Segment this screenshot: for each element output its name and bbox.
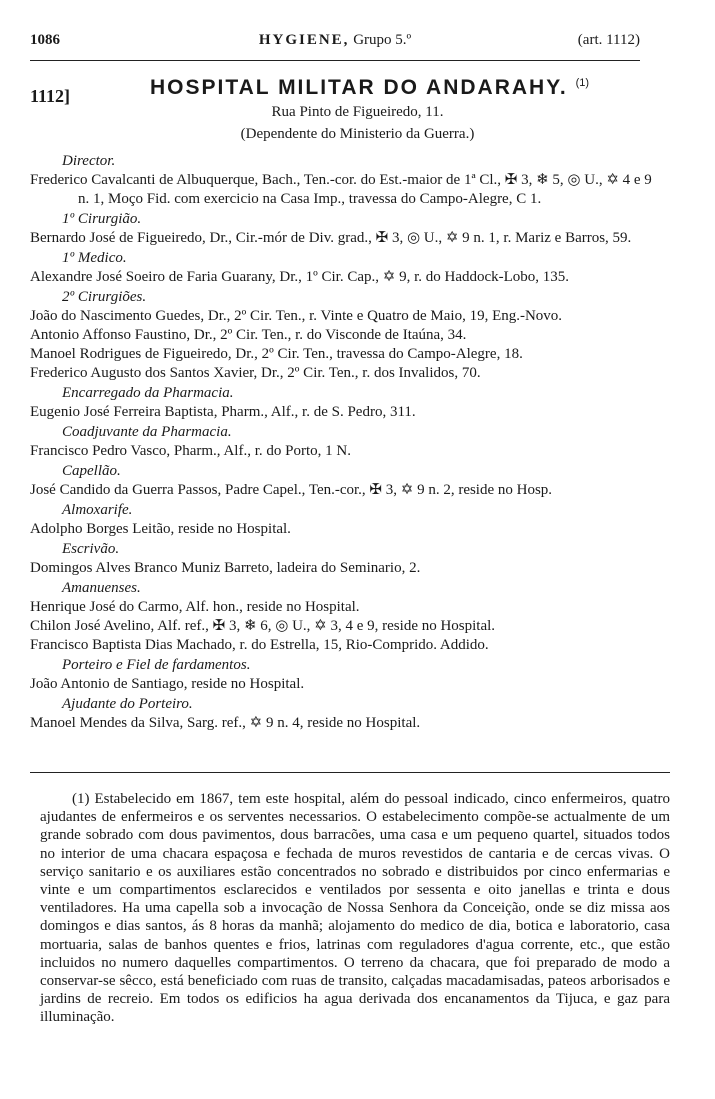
footnote-rule (30, 772, 670, 773)
footnote-mark: (1) (575, 77, 590, 89)
staff-entry: João Antonio de Santiago, reside no Hospital. (30, 676, 305, 692)
staff-entry: Bernardo José de Figueiredo, Dr., Cir.-mór de Div. grad., ✠ 3, ◎ U., ✡ 9 n. 1, r. Mariz e Barros, 59. (30, 230, 632, 246)
role-heading: 1º Medico. (62, 250, 127, 266)
entry-number: 1112] (30, 86, 71, 106)
staff-entry: João do Nascimento Guedes, Dr., 2º Cir. Ten., r. Vinte e Quatro de Maio, 19, Eng.-Novo. (30, 308, 563, 324)
hospital-address: Rua Pinto de Figueiredo, 11. (271, 104, 444, 120)
staff-entry: Francisco Pedro Vasco, Pharm., Alf., r. do Porto, 1 N. (30, 443, 351, 459)
hospital-title (150, 76, 589, 100)
header-rule (30, 60, 640, 61)
staff-entry: Henrique José do Carmo, Alf. hon., reside no Hospital. (30, 599, 360, 615)
staff-entry: Frederico Cavalcanti de Albuquerque, Bach., Ten.-cor. do Est.-maior de 1ª Cl., ✠ 3, ❄ 5, ◎ U., ✡ 4 e 9 n. 1, Moço Fid. com exercicio na Casa Imp., travessa do Campo-Alegre, C 1. (30, 172, 652, 207)
staff-entry: Alexandre José Soeiro de Faria Guarany, Dr., 1º Cir. Cap., ✡ 9, r. do Haddock-Lobo, 135. (30, 269, 570, 285)
article-reference: (art. 1112) (577, 32, 640, 48)
role-heading: Amanuenses. (62, 580, 141, 596)
footnote-text: (1) Estabelecido em 1867, tem este hospital, além do pessoal indicado, cinco enfermeiros, quatro ajudantes de enfermeiros e os serventes necessarios. O estabelecimento compõe-se actualmente de um grande sobrado com dous pavimentos, dous barracões, uma casa e um pequeno quartel, situados todos no interior de uma chacara espaçosa e fechada de muros revestidos de cantaria e de cercas vivas. O serviço sanitario e os auxiliares estão concentrados no sobrado e distribuidos por cinco enfermarias e vinte e um compartimentos esclarecidos e ventilados por sessenta e oito janellas e trinta e dous ventiladores. Ha uma capella sob a invocação de Nossa Senhora da Conceição, onde se diz missa aos domingos e dias santos, ás 8 horas da manhã; alojamento do medico de dia, botica e laboratorio, casa mortuaria, salas de banhos quentes e frios, latrinas com reguladores d'agua corrente, etc., que estão incluidos no numero daquelles compartimentos. O terreno da chacara, que foi preparado de modo a conservar-se sêcco, está beneficiado com ruas de transito, calçadas macadamisadas, pateos arborisados e jardins de recreio. Em todos os edificios ha agua derivada dos encanamentos da Tijuca, e gaz para illuminação. (40, 791, 670, 1026)
role-heading: Coadjuvante da Pharmacia. (62, 424, 232, 440)
role-heading: Porteiro e Fiel de fardamentos. (62, 657, 251, 673)
staff-entry: Manoel Mendes da Silva, Sarg. ref., ✡ 9 n. 4, reside no Hospital. (30, 715, 421, 731)
staff-entry: Chilon José Avelino, Alf. ref., ✠ 3, ❄ 6, ◎ U., ✡ 3, 4 e 9, reside no Hospital. (30, 618, 496, 634)
role-heading: 1º Cirurgião. (62, 211, 142, 227)
hospital-name: HOSPITAL MILITAR DO ANDARAHY. (150, 76, 568, 99)
group-label: Grupo 5.º (353, 32, 412, 48)
staff-entry: Frederico Augusto dos Santos Xavier, Dr., 2º Cir. Ten., r. dos Invalidos, 70. (30, 365, 481, 381)
section-name: HYGIENE, (258, 32, 350, 48)
staff-entry: Antonio Affonso Faustino, Dr., 2º Cir. Ten., r. do Visconde de Itaúna, 34. (30, 327, 467, 343)
role-heading: Capellão. (62, 463, 121, 479)
staff-entry: Francisco Baptista Dias Machado, r. do Estrella, 15, Rio-Comprido. Addido. (30, 637, 489, 653)
role-heading: Escrivão. (62, 541, 120, 557)
staff-entry: Manoel Rodrigues de Figueiredo, Dr., 2º Cir. Ten., travessa do Campo-Alegre, 18. (30, 346, 523, 362)
role-heading: Ajudante do Porteiro. (62, 696, 193, 712)
role-heading: Director. (62, 153, 116, 169)
staff-entry: Adolpho Borges Leitão, reside no Hospital. (30, 521, 291, 537)
role-heading: 2º Cirurgiões. (62, 289, 147, 305)
staff-entry: Domingos Alves Branco Muniz Barreto, ladeira do Seminario, 2. (30, 560, 421, 576)
staff-entry: Eugenio José Ferreira Baptista, Pharm., Alf., r. de S. Pedro, 311. (30, 404, 416, 420)
section-heading (30, 32, 640, 49)
role-heading: Almoxarife. (62, 502, 133, 518)
hospital-dependency: (Dependente do Ministerio da Guerra.) (240, 126, 475, 142)
staff-entry: José Candido da Guerra Passos, Padre Capel., Ten.-cor., ✠ 3, ✡ 9 n. 2, reside no Hosp. (30, 482, 553, 498)
page-number: 1086 (30, 32, 60, 48)
role-heading: Encarregado da Pharmacia. (62, 385, 234, 401)
staff-list (30, 151, 660, 733)
running-header (30, 30, 640, 52)
